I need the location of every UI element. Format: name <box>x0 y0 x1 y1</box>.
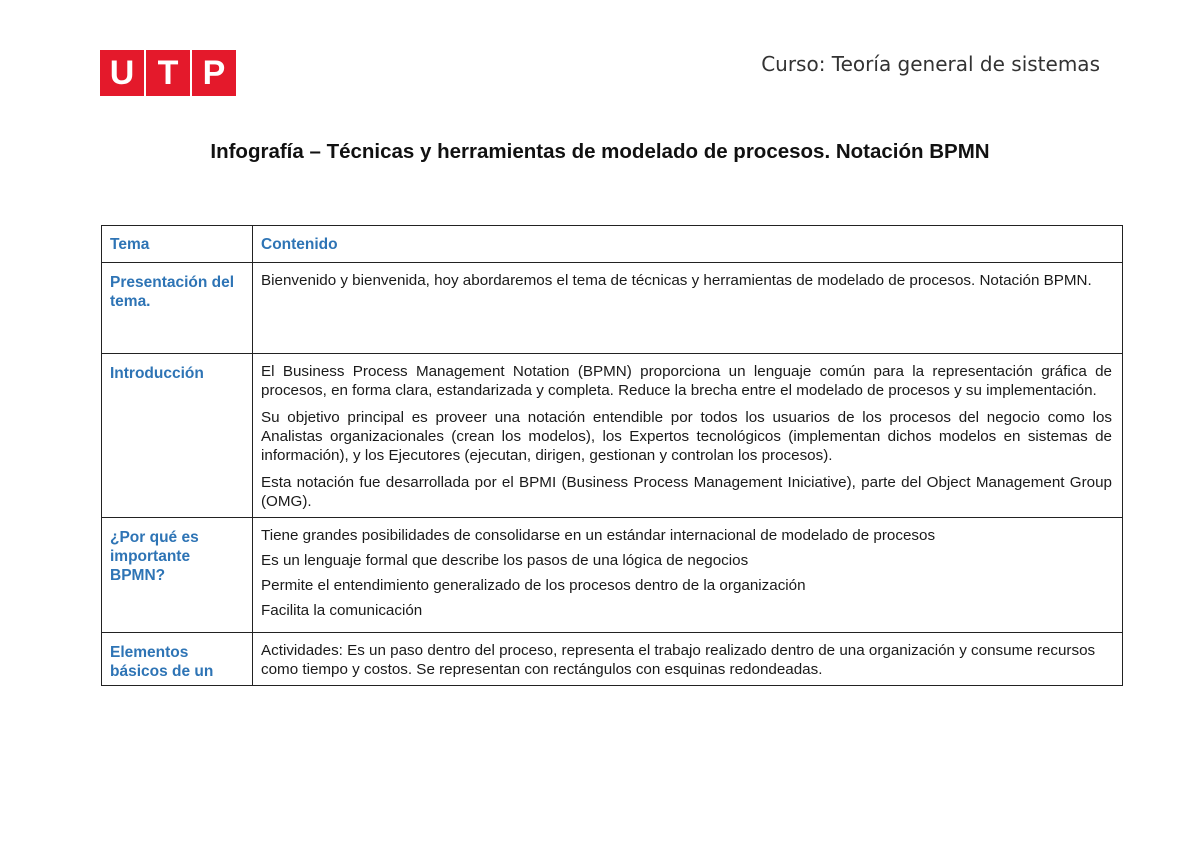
content-paragraph: Actividades: Es un paso dentro del proceso, representa el trabajo realizado dentro de una organización y consume recursos como tiempo y costos. Se representan con rectángulos con esquinas redondeadas. <box>261 642 1096 678</box>
row-content <box>253 518 1123 633</box>
header-content: Contenido <box>253 226 1123 263</box>
content-table <box>101 225 1123 686</box>
logo-letter-p: P <box>192 50 236 96</box>
course-name: Curso: Teoría general de sistemas <box>761 52 1100 76</box>
row-topic: Elementos básicos de un <box>102 633 253 686</box>
content-item: Tiene grandes posibilidades de consolidarse en un estándar internacional de modelado de procesos <box>261 527 936 544</box>
row-content <box>253 354 1123 518</box>
content-paragraph: Su objetivo principal es proveer una notación entendible por todos los usuarios de los procesos del negocio como los Analistas organizacionales (crean los modelos), los Expertos tecnológicos (implementan dichos modelos en sistemas de información), y los Ejecutores (ejecutan, dirigen, gestionan y controlan los procesos). <box>261 409 1112 464</box>
content-item: Permite el entendimiento generalizado de los procesos dentro de la organización <box>261 577 806 594</box>
document-title: Infografía – Técnicas y herramientas de modelado de procesos. Notación BPMN <box>210 140 990 163</box>
row-topic: ¿Por qué es importante BPMN? <box>102 518 253 633</box>
row-topic: Presentación del tema. <box>102 263 253 354</box>
row-content <box>253 633 1123 686</box>
table-row-why-important <box>102 518 1123 633</box>
content-paragraph: El Business Process Management Notation (BPMN) proporciona un lenguaje común para la representación gráfica de procesos, en forma clara, estandarizada y completa. Reduce la brecha entre el modelado de procesos y su implementación. <box>261 363 1112 399</box>
content-item: Es un lenguaje formal que describe los pasos de una lógica de negocios <box>261 552 749 569</box>
logo-letter-t: T <box>146 50 190 96</box>
content-paragraph: Bienvenido y bienvenida, hoy abordaremos el tema de técnicas y herramientas de modelado de procesos. Notación BPMN. <box>261 272 1092 289</box>
row-topic: Introducción <box>102 354 253 518</box>
logo-letter-u: U <box>100 50 144 96</box>
content-paragraph: Esta notación fue desarrollada por el BPMI (Business Process Management Iniciative), parte del Object Management Group (OMG). <box>261 474 1112 510</box>
table-header-row <box>102 226 1123 263</box>
table-row-introduction <box>102 354 1123 518</box>
content-item: Facilita la comunicación <box>261 602 423 619</box>
row-content <box>253 263 1123 354</box>
table-row-presentation <box>102 263 1123 354</box>
header-topic: Tema <box>102 226 253 263</box>
table-row-basic-elements <box>102 633 1123 686</box>
utp-logo <box>100 50 236 96</box>
